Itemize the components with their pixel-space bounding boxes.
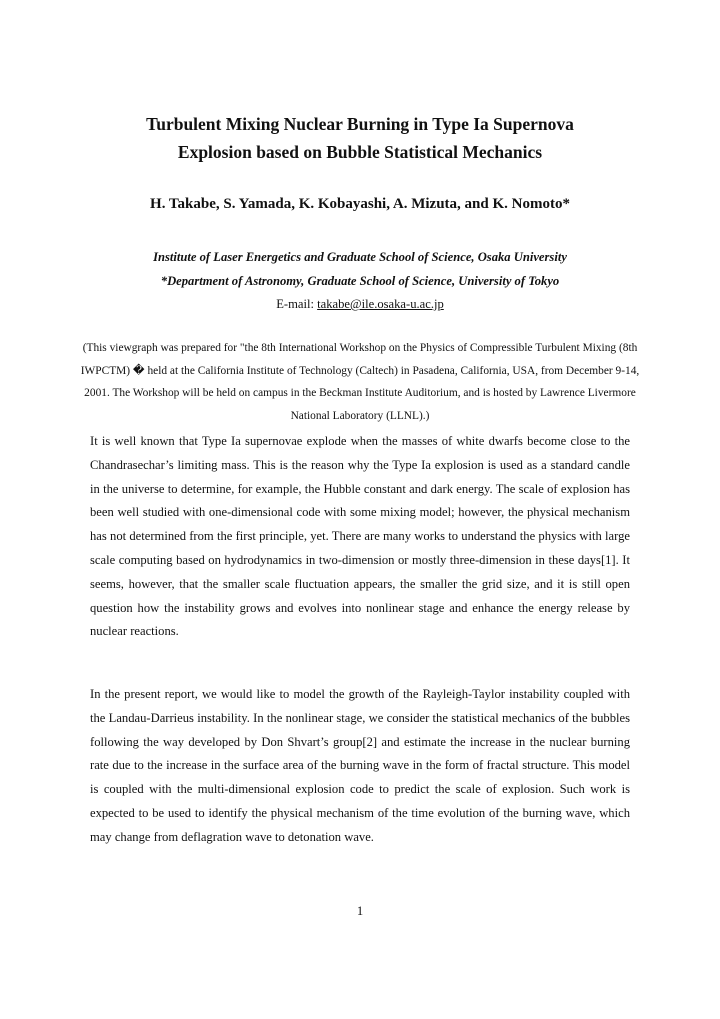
author-list: H. Takabe, S. Yamada, K. Kobayashi, A. Mizuta, and K. Nomoto* bbox=[150, 196, 570, 212]
affiliation-1: Institute of Laser Energetics and Graduate School of Science, Osaka University bbox=[153, 250, 567, 264]
workshop-note: (This viewgraph was prepared for "the 8th International Workshop on the Physics of Compressible Turbulent Mixing (8th IWPCTM) � held at the California Institute of Technology (Caltech) in Pasadena, California, USA, from December 9-14, 2001. The Workshop will be held on campus in the Beckman Institute Auditorium, and is hosted by Lawrence Livermore National Laboratory (LLNL).) bbox=[80, 342, 640, 422]
body-paragraph-2: In the present report, we would like to model the growth of the Rayleigh-Taylor instability coupled with the Landau-Darrieus instability. In the nonlinear stage, we consider the statistical mechanics of the bubbles following the way developed by Don Shvart’s group[2] and estimate the increase in the nuclear burning rate due to the increase in the surface area of the burning wave in the form of fractal structure. This model is coupled with the multi-dimensional explosion code to predict the scale of explosion. Such work is expected to be used to identify the physical mechanism of the time evolution of the burning wave, which may change from deflagration wave to detonation wave. bbox=[90, 687, 630, 844]
affiliation-2: *Department of Astronomy, Graduate School of Science, University of Tokyo bbox=[160, 274, 560, 288]
email-label: E-mail: bbox=[276, 297, 318, 311]
title-line-1: Turbulent Mixing Nuclear Burning in Type Ia Supernova bbox=[146, 114, 574, 134]
page-number: 1 bbox=[356, 904, 364, 918]
email-link[interactable]: takabe@ile.osaka-u.ac.jp bbox=[317, 297, 444, 311]
email-line bbox=[0, 297, 720, 312]
title-line-2: Explosion based on Bubble Statistical Mechanics bbox=[177, 142, 543, 162]
body-paragraph-1: It is well known that Type Ia supernovae explode when the masses of white dwarfs become close to the Chandrasechar’s limiting mass. This is the reason why the Type Ia explosion is used as a standard candle in the universe to determine, for example, the Hubble constant and dark energy. The scale of explosion has been well studied with one-dimensional code with some mixing model; however, the physical mechanism has not determined from the first principle, yet. There are many works to understand the physics with large scale computing based on hydrodynamics in two-dimension or mostly three-dimension in these days[1]. It seems, however, that the smaller scale fluctuation appears, the smaller the grid size, and it is still open question how the instability grows and evolves into nonlinear stage and enhance the energy release by nuclear reactions. bbox=[90, 434, 630, 639]
paper-title bbox=[0, 110, 720, 166]
